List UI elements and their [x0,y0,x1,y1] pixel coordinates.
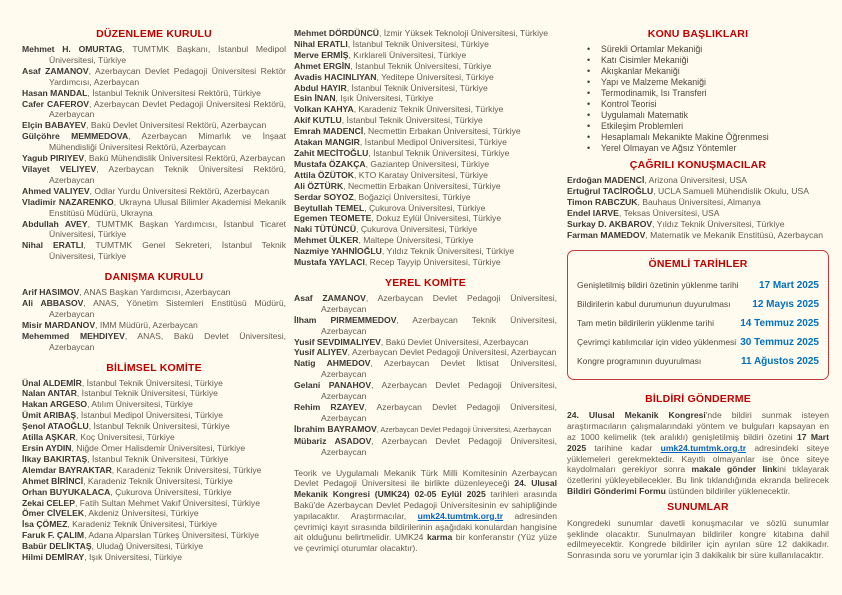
invited-speakers-title: ÇAĞRILI KONUŞMACILAR [629,159,767,171]
paragraph-text: bir konferanstır (Yüz yüze ve çevrimiçi oturumlar olacaktır). [294,532,557,554]
member-name: Ahmed VALIYEV [22,185,90,196]
member-affiliation: , UCLA Samueli Mühendislik Okulu, USA [653,185,809,196]
member-affiliation: , Karadeniz Teknik Üniversitesi, Türkiye [111,464,262,475]
committee-member [294,83,557,94]
committee-member [567,197,829,208]
committee-member [294,50,557,61]
bold-text: Bildiri Gönderimi Formu [567,486,666,497]
member-name: Ömer CİVELEK [22,508,85,519]
member-name: Erdoğan MADENCİ [567,175,645,185]
member-affiliation: , Azerbaycan Devlet Pedagoji Üniversitesi, Azerbaycan [321,292,557,314]
member-name: Esin İNAN [294,93,336,104]
member-affiliation: , Azerbaycan Devlet Pedagoji Üniversitesi, Azerbaycan [321,435,557,457]
member-name: Nihal ERATLI [294,38,348,49]
committee-member [294,315,557,337]
date-row [577,352,819,371]
topic-item: • Kontrol Teorisi [567,99,829,110]
member-name: Akif KUTLU [294,115,342,126]
committee-member [22,240,286,262]
member-name: Gelani PANAHOV [294,380,372,391]
member-name: Misir MARDANOV [22,319,96,330]
date-row [577,314,819,333]
member-affiliation: , Azerbaycan Devlet Pedagoji Üniversitesi, Azerbaycan [376,424,552,434]
committee-member [22,432,286,443]
paragraph-text: 'nde bildiri sunmak isteyen araştırmacıların çalışmalarındaki yöntem ve bulguları kapsayan en az 1000 kelimelik (tek aralıklı) genişletilmiş bildiri özetini [567,410,829,443]
right-column [567,28,829,561]
member-affiliation: , Bakü Devlet Üniversitesi, Azerbaycan [380,336,529,347]
committee-member [22,99,286,121]
member-affiliation: , Bakü Mühendislik Üniversitesi Rektörü, Azerbaycan [84,153,286,164]
date-row [577,333,819,352]
committee-member [294,235,557,246]
member-name: Şenol ATAOĞLU [22,421,89,432]
scientific-committee-title: BİLİMSEL KOMİTE [106,361,202,374]
paragraph-text: üstünden bildiriler yüklenecektir. [665,486,791,497]
member-name: Babür DELİKTAŞ [22,541,92,552]
member-affiliation: , Karadeniz Teknik Üniversitesi, Türkiye [67,519,218,530]
member-name: Nihal ERATLI [22,240,84,251]
member-name: Cafer CAFEROV [22,98,89,109]
member-name: Ahmet BİRİNCİ [22,475,84,486]
member-name: Asaf ZAMANOV [294,292,366,303]
member-name: Gülçöhre MEMMEDOVA [22,131,129,142]
member-name: Emrah MADENCİ [294,126,364,137]
member-affiliation: , Dokuz Eylül Üniversitesi, Türkiye [371,213,502,224]
member-name: Nalan ANTAR [22,388,77,399]
member-name: Vilayet VELIYEV [22,163,97,174]
member-name: Mustafa ÖZAKÇA [294,158,366,169]
member-name: Arif HASIMOV [22,287,80,298]
member-affiliation: , Azerbaycan Teknik Üniversitesi, Azerbaycan [321,314,557,336]
member-name: Endel IARVE [567,207,619,218]
bold-text: karma [426,532,453,543]
member-name: Yagub PIRIYEV [22,153,85,164]
presentations-title: SUNUMLAR [667,500,729,513]
date-value: 30 Temmuz 2025 [740,337,819,349]
member-name: Yusif SEVDIMALIYEV [294,336,381,347]
date-label: Tam metin bildirilerin yüklenme tarihi [577,318,714,329]
committee-member [294,115,557,126]
member-name: Ahmet ERGİN [294,60,351,71]
member-name: Ersin AYDIN [22,443,72,453]
committee-member [22,88,286,99]
member-affiliation: , Atılım Üniversitesi, Türkiye [87,399,193,410]
committee-member [22,388,286,399]
committee-member [294,436,557,458]
member-affiliation: , Matematik ve Mekanik Enstitüsü, Azerbaycan [645,229,823,240]
paragraph-text: ini tıklayarak özetlerini yükleyebilecekler. Bu link tıklandığında ekranda belirecek [567,464,829,486]
member-affiliation: , Çukurova Üniversitesi, Türkiye [110,486,232,497]
date-label: Kongre programının duyurulması [577,356,702,367]
member-name: Vladimir NAZARENKO [22,196,114,207]
member-affiliation: , İstanbul Medipol Üniversitesi, Türkiye [359,137,507,148]
important-dates-box [567,250,829,380]
member-affiliation: , Maltepe Üniversitesi, Türkiye [358,235,474,246]
bold-text: makale gönder link [691,464,778,475]
committee-member [22,120,286,131]
member-affiliation: , Gaziantep Üniversitesi, Türkiye [365,158,490,169]
committee-member [294,104,557,115]
paragraph-text: Teorik ve Uygulamalı Mekanik Türk Milli Komitesinin Azerbaycan Devlet Pedagoji Üniversitesi ile birlikte düzenleyeceği [294,467,557,489]
member-affiliation: , IMM Müdürü, Azerbaycan [95,319,198,330]
member-affiliation: , Azerbaycan Mimarlık ve İnşaat Mühendisliği Üniversitesi Rektörü, Azerbaycan [49,131,286,153]
member-affiliation: , KTO Karatay Üniversitesi, Türkiye [354,169,488,180]
topics-list [567,44,829,154]
member-affiliation: , Karadeniz Teknik Üniversitesi, Türkiye [353,104,504,115]
committee-member [294,159,557,170]
committee-member [294,402,557,424]
committee-member [294,61,557,72]
local-committee-title: YEREL KOMİTE [385,276,466,289]
advisory-board-list [22,287,286,352]
member-name: Hasan MANDAL [22,87,88,98]
member-affiliation: , Kırklareli Üniversitesi, Türkiye [348,49,467,60]
paragraph-text: adresinden çevrimiçi kayıt sırasında bildirilerinin aşağıdaki konulardan hangisine ait olduğunu belirtmelidir. UMK24 [294,510,557,543]
member-affiliation: , Ukrayna Ulusal Bilimler Akademisi Mekanik Enstitüsü Müdürü, Ukrayna [49,196,286,218]
committee-member [294,39,557,50]
committee-member [294,293,557,315]
topics-title: KONU BAŞLIKLARI [647,28,749,40]
member-name: Alemdar BAYRAKTAR [22,464,112,475]
advisory-board-title: DANIŞMA KURULU [104,271,204,284]
member-affiliation: , İstanbul Teknik Üniversitesi, Türkiye [87,453,229,464]
committee-member [22,298,286,320]
member-name: Mübariz ASADOV [294,435,372,446]
topic-item: • Akışkanlar Mekaniği [567,66,829,77]
bold-text: 17 Mart 2025 [567,432,829,453]
committee-member [22,44,286,66]
member-affiliation: , Fatih Sultan Mehmet Vakıf Üniversitesi, Türkiye [75,497,261,508]
member-affiliation: , İstanbul Teknik Üniversitesi, Türkiye [346,82,488,93]
committee-member [22,498,286,509]
committee-member [294,246,557,257]
member-affiliation: , İstanbul Medipol Üniversitesi, Türkiye [76,410,224,421]
member-affiliation: , Uludağ Üniversitesi, Türkiye [91,541,204,552]
topic-item: • Katı Cisimler Mekaniği [567,55,829,66]
member-affiliation: , Bauhaus Üniversitesi, Almanya [637,196,761,207]
member-name: Hilmi DEMİRAY [22,552,85,563]
member-name: Mehmet H. OMURTAG [22,44,123,54]
member-name: Hakan ARGESO [22,399,88,410]
committee-member [22,530,286,541]
committee-member [294,192,557,203]
committee-member [294,126,557,137]
date-row [577,276,819,295]
committee-member [22,164,286,186]
committee-member [294,347,557,358]
member-affiliation: , İstanbul Teknik Üniversitesi, Türkiye [76,388,218,399]
committee-member [294,380,557,402]
organizing-committee-title: DÜZENLEME KURULU [96,28,212,40]
member-affiliation: , İstanbul Teknik Üniversitesi Rektörü, Türkiye [87,87,261,98]
paragraph-text: tarihleri arasında Bakü'de Azerbaycan Devlet Pedagoji Üniversitesinin ev sahipliğinde yapılacaktır. Araştırmacılar, [294,489,557,521]
date-label: Çevrimçi katılımcılar için video yüklenmesi [577,337,737,348]
member-affiliation: , İstanbul Teknik Üniversitesi, Türkiye [347,38,489,49]
member-affiliation: , ANAS Başkan Yardımcısı, Azerbaycan [79,287,231,298]
important-dates-list [577,276,819,371]
member-affiliation: , Azerbaycan Devlet Pedagoji Üniversitesi, Azerbaycan [321,380,557,402]
member-affiliation: , Bakü Devlet Üniversitesi Rektörü, Azerbaycan [86,120,267,131]
member-affiliation: , Azerbaycan Devlet Pedagoji Üniversitesi Rektör Yardımcısı, Azerbaycan [49,65,286,87]
committee-member [22,465,286,476]
member-name: Mehmet ÜLKER [294,235,359,246]
member-affiliation: , Necmettin Erbakan Üniversitesi, Türkiye [343,180,501,191]
committee-member [294,213,557,224]
committee-member [22,287,286,298]
committee-member [22,476,286,487]
member-affiliation: , Yıldız Teknik Üniversitesi, Türkiye [652,218,785,229]
committee-member [22,552,286,563]
member-name: Rehim RZAYEV [294,402,365,412]
scientific-committee-list-continued [294,28,557,268]
member-name: Natig AHMEDOV [294,358,371,369]
committee-member [22,66,286,88]
important-dates-title: ÖNEMLİ TARİHLER [648,258,748,271]
local-committee-list [294,293,557,458]
presentations-paragraph [567,518,829,561]
member-name: Yusif ALIYEV [294,347,348,358]
member-affiliation: , Azerbaycan Devlet Pedagoji Üniversitesi, Azerbaycan [347,347,557,358]
member-affiliation: , İstanbul Teknik Üniversitesi, Türkiye [368,147,510,158]
committee-member [22,421,286,432]
member-name: Atakan MANGIR [294,137,360,148]
committee-member [567,208,829,219]
committee-member [294,224,557,235]
committee-member [567,175,829,186]
committee-member [22,399,286,410]
committee-member [567,219,829,230]
member-name: Zekai CELEP [22,497,76,508]
member-name: Mehemmed MEHDIYEV [22,330,125,341]
member-affiliation: , Işık Üniversitesi, Türkiye [84,552,182,563]
committee-member [294,181,557,192]
bold-text: 24. Ulusal Mekanik Kongresi (UMK24) 02-05 Eylül 2025 [294,478,558,500]
committee-member [22,219,286,241]
submission-title: BİLDİRİ GÖNDERME [645,393,751,406]
member-name: Attila ÖZÜTOK [294,169,354,180]
topic-item: • Yapı ve Malzeme Mekaniği [567,77,829,88]
member-name: Merve ERMİŞ [294,49,349,60]
website-link[interactable]: umk24.tumtmk.org.tr [660,442,747,453]
member-name: Beytullah TEMEL [294,202,365,213]
committee-member [22,443,286,454]
member-name: Volkan KAHYA [294,104,354,115]
committee-member [294,424,557,436]
member-name: Serdar SOYOZ [294,191,354,202]
member-name: İsa ÇÖMEZ [22,519,68,530]
member-name: Faruk F. ÇALIM [22,530,85,541]
committee-member [294,28,557,39]
committee-member [22,454,286,465]
invited-speakers-list [567,175,829,240]
member-name: Elçin BABAYEV [22,120,87,131]
committee-member [294,358,557,380]
member-name: Ali ÖZTÜRK [294,180,344,191]
committee-member [22,320,286,331]
committee-member [22,186,286,197]
member-affiliation: , Akdeniz Üniversitesi, Türkiye [84,508,199,519]
member-affiliation: , Niğde Ömer Halisdemir Üniversitesi, Türkiye [71,443,246,453]
member-affiliation: , Odlar Yurdu Üniversitesi Rektörü, Azerbaycan [89,185,270,196]
committee-member [22,131,286,153]
member-affiliation: , Koç Üniversitesi, Türkiye [75,432,175,443]
date-value: 12 Mayıs 2025 [752,299,819,311]
committee-member [294,337,557,348]
member-affiliation: , Azerbaycan Teknik Üniversitesi Rektörü, Azerbaycan [49,163,286,185]
scientific-committee-list [22,378,286,563]
member-name: İlham PIRMEMMEDOV [294,314,397,325]
paragraph-text: adresindeki siteye yüklemeleri gerekmektedir. Kayıtlı olmayanlar ise önce siteye kaydolmaları gerekiyor sonra [567,442,829,475]
member-name: Nazmiye YAHNİOĞLU [294,246,382,257]
committee-member [294,148,557,159]
date-label: Bildirilerin kabul durumunun duyurulması [577,299,731,310]
member-name: Ertuğrul TACİROĞLU [567,185,654,196]
left-column [22,28,286,563]
member-affiliation: , Azerbaycan Devlet İktisat Üniversitesi, Azerbaycan [321,358,557,380]
topic-item: • Hesaplamalı Mekanikte Makine Öğrenmesi [567,132,829,143]
member-name: Avadis HACINLIYAN [294,71,377,82]
member-affiliation: , ANAS, Bakü Devlet Üniversitesi, Azerbaycan [49,330,286,352]
member-affiliation: , İstanbul Teknik Üniversitesi, Türkiye [350,60,492,71]
date-value: 11 Ağustos 2025 [740,356,819,368]
member-name: Naki TÜTÜNCÜ [294,224,357,235]
committee-member [294,137,557,148]
member-name: Ünal ALDEMİR [22,377,82,388]
member-name: İbrahim BAYRAMOV [294,423,377,434]
member-affiliation: , Azerbaycan Devlet Pedagoji Üniversitesi, Azerbaycan [321,402,557,423]
member-affiliation: , TUMTMK Başkanı, İstanbul Medipol Üniversitesi, Türkiye [49,44,286,65]
date-value: 17 Mart 2025 [758,280,819,292]
committee-member [22,331,286,353]
member-affiliation: , Karadeniz Teknik Üniversitesi, Türkiye [83,475,233,486]
committee-member [22,519,286,530]
member-affiliation: , Arizona Üniversitesi, USA [644,175,748,185]
committee-member [567,230,829,241]
member-affiliation: , Işık Üniversitesi, Türkiye [335,93,434,104]
committee-member [22,541,286,552]
member-name: Abdul HAYIR [294,82,347,93]
member-affiliation: , İstanbul Teknik Üniversitesi, Türkiye [88,421,230,432]
member-name: Atilla AŞKAR [22,432,76,443]
committee-member [22,410,286,421]
committee-member [294,93,557,104]
committee-member [22,153,286,164]
member-affiliation: , Çukurova Üniversitesi, Türkiye [356,224,478,235]
committee-member [294,203,557,214]
topic-item: • Uygulamalı Matematik [567,110,829,121]
date-row [577,295,819,314]
member-name: Zahit MECİTOĞLU [294,147,369,158]
member-affiliation: , İstanbul Teknik Üniversitesi, Türkiye [81,377,223,388]
member-name: Mustafa YAYLACI [294,257,365,268]
website-link[interactable]: umk24.tumtmk.org.tr [417,510,504,521]
congress-intro-paragraph [294,468,557,554]
member-affiliation: , ANAS, Yönetim Sistemleri Enstitüsü Müdürü, Azerbaycan [49,298,286,319]
member-affiliation: , Yıldız Teknik Üniversitesi, Türkiye [381,246,515,257]
committee-member [294,72,557,83]
member-affiliation: , TUMTMK Genel Sekreteri, İstanbul Teknik Üniversitesi, Türkiye [49,240,286,262]
member-name: İlkay BAKIRTAŞ [22,453,88,464]
member-affiliation: , İstanbul Teknik Üniversitesi, Türkiye [341,115,483,126]
paragraph-text: tarihine kadar [586,442,661,453]
member-name: Ümit ARIBAŞ [22,410,77,421]
committee-member [294,257,557,268]
member-name: Mehmet DÖRDÜNCÜ [294,28,379,38]
committee-member [294,170,557,181]
member-affiliation: , Boğaziçi Üniversitesi, Türkiye [353,191,471,202]
member-name: Egemen TEOMETE [294,213,372,224]
member-affiliation: , TUMTMK Başkan Yardımcısı, İstanbul Ticaret Üniversitesi, Türkiye [49,218,287,240]
member-affiliation: , Azerbaycan Devlet Pedagoji Üniversitesi Rektörü, Azerbaycan [49,98,287,120]
topic-item: • Yerel Olmayan ve Ağsız Yöntemler [567,143,829,154]
member-name: Timon RABCZUK [567,196,638,207]
middle-column [294,28,557,554]
member-name: Orhan BUYUKALACA [22,486,111,497]
date-value: 14 Temmuz 2025 [740,318,819,330]
bold-text: 24. Ulusal Mekanik Kongresi [567,410,706,421]
member-affiliation: , Teksas Üniversitesi, USA [618,207,720,218]
organizing-committee-list [22,44,286,262]
committee-member [22,508,286,519]
date-label: Genişletilmiş bildiri özetinin yüklenme tarihi [577,280,739,291]
submission-paragraph [567,410,829,496]
paragraph-text: Kongredeki sunumlar davetli konuşmacılar ve sözlü sunumlar şeklinde olacaktır. Sunulmayan bildiriler kongre kitabına dahil edilmeyecektir. Kongrede bildiriler için ayrılan süre 12 dakikadır. Sonrasında soru ve yorumlar için 3 dakikalık bir süre kullanılacaktır. [567,517,829,561]
committee-member [567,186,829,197]
member-affiliation: , Yeditepe Üniversitesi, Türkiye [376,71,494,82]
topic-item: • Sürekli Ortamlar Mekaniği [567,44,829,55]
member-affiliation: , Adana Alparslan Türkeş Üniversitesi, Türkiye [84,530,260,541]
committee-member [22,197,286,219]
member-name: Surkay D. AKBAROV [567,218,653,229]
committee-member [22,487,286,498]
member-affiliation: , İzmir Yüksek Teknoloji Üniversitesi, Türkiye [379,28,549,38]
member-name: Ali ABBASOV [22,298,84,309]
member-name: Farman MAMEDOV [567,229,646,240]
member-name: Abdullah AVEY [22,218,88,229]
topic-item: • Termodinamik, Isı Transferi [567,88,829,99]
topic-item: • Etkileşim Problemleri [567,121,829,132]
member-affiliation: , Çukurova Üniversitesi, Türkiye [364,202,486,213]
committee-member [22,378,286,389]
member-affiliation: , Necmettin Erbakan Üniversitesi, Türkiye [363,126,521,137]
member-affiliation: , Recep Tayyip Üniversitesi, Türkiye [364,257,501,268]
member-name: Asaf ZAMANOV [22,65,89,76]
